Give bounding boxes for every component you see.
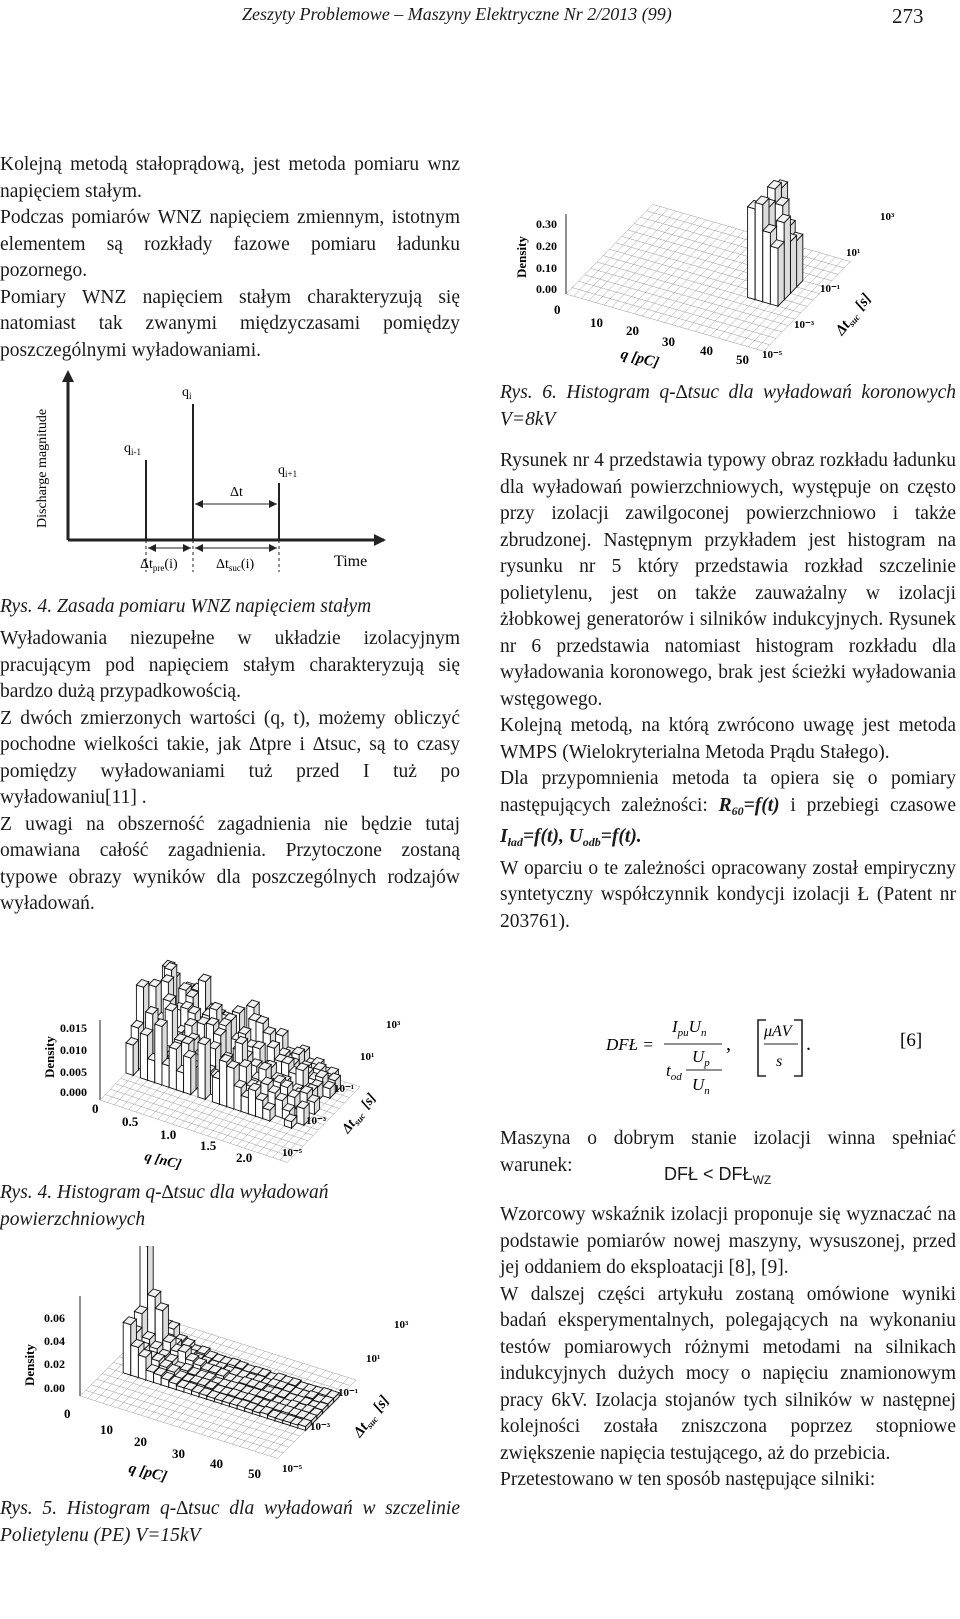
dt-tick: 10⁻⁵: [282, 1463, 303, 1475]
x-tick: 50: [736, 352, 749, 367]
x-tick: 20: [134, 1434, 147, 1449]
formula-period: .: [806, 1033, 811, 1055]
paragraph: W dalszej części artykułu zostaną omówione wyniki badań eksperymentalnych, polegających na wykonaniu testów pomiarowych różnymi metodami na silnikach indukcyjnych dużych mocy o napięciu znamionowym pracy 6kV. Izolacja stojanów tych silników w następnej kolejności została zniszczona poprzez stopniowe zwiększenie napięcia testującego, aż do przebicia.: [500, 1283, 956, 1464]
formula-un: $U_n$: [692, 1075, 710, 1096]
dt-axis-label: $\Delta t_{suc}[s]$: [832, 290, 875, 339]
dt-tick: 10⁻³: [310, 1421, 331, 1433]
x-tick: 0: [554, 302, 561, 317]
paragraph: Pomiary WNZ napięciem stałym charakteryzują się natomiast tak zwanymi międzyczasami pomiędzy poszczególnymi wyładowaniami.: [0, 286, 460, 361]
paragraph: Wyładowania niezupełne w układzie izolacyjnym pracującym pod napięciem stałym charakteryzują się bardzo dużą przypadkowością.: [0, 628, 460, 702]
formula-mu: μΑV: [764, 1023, 792, 1040]
formula-tod: $t_{od}$: [666, 1061, 682, 1083]
y-tick: 0.02: [44, 1357, 65, 1371]
y-tick: 0.005: [60, 1065, 87, 1079]
x-tick: 2.0: [236, 1150, 253, 1165]
paragraph: Kolejną metodą, na którą zwrócono uwagę jest metoda WMPS (Wielokryterialna Metoda Prądu Stałego).: [500, 715, 956, 763]
formula-lhs: DFŁ =: [606, 1035, 654, 1054]
dt-tick: 10⁻¹: [338, 1387, 359, 1399]
dt-tick: 10³: [880, 211, 895, 223]
y-tick: 0.015: [60, 1021, 87, 1035]
y-tick: 0.10: [536, 261, 557, 275]
right-body-text: [500, 448, 956, 935]
dt-tick: 10¹: [366, 1353, 381, 1365]
fig4-label-dt-pre: $\Delta t_{pre}(i)$: [140, 557, 178, 573]
right-body-text-2: [500, 1202, 956, 1494]
histogram-pe-gap: [10, 1246, 430, 1486]
dt-axis-label: $\Delta t_{suc}[s]$: [350, 1392, 393, 1441]
formula-comma: ,: [726, 1033, 731, 1055]
y-tick: 0.010: [60, 1043, 87, 1057]
journal-title: Zeszyty Problemowe – Maszyny Elektryczne Nr 2/2013 (99): [242, 4, 672, 24]
y-tick: 0.00: [44, 1381, 65, 1395]
page-number: 273: [892, 4, 924, 28]
paragraph: Wzorcowy wskaźnik izolacji proponuje się wyznaczać na podstawie pomiarów nowej maszyny, wysuszonej, przed jej oddaniem do eksploatacji [8], [9].: [500, 1204, 956, 1278]
dt-tick: 10⁻³: [794, 319, 815, 331]
x-axis-label: q [pC]: [127, 1460, 169, 1486]
fig4-xlabel: Time: [334, 553, 368, 570]
paragraph: Podczas pomiarów WNZ napięciem zmiennym, istotnym elementem są rozkłady fazowe pomiaru ładunku pozornego.: [0, 207, 460, 281]
fig4-ylabel: Discharge magnitude: [35, 408, 50, 528]
paragraph: Kolejną metodą stałoprądową, jest metoda pomiaru wnz napięciem stałym.: [0, 154, 460, 202]
x-tick: 10: [100, 1422, 113, 1437]
caption-fig5: Rys. 5. Histogram q-∆tsuc dla wyładowań w szczelinie Polietylenu (PE) V=15kV: [0, 1498, 460, 1546]
dt-tick: 10⁻⁵: [282, 1147, 303, 1159]
y-tick: 0.00: [536, 282, 557, 296]
x-axis-label: q [pC]: [619, 346, 661, 372]
dt-tick: 10⁻⁵: [762, 349, 783, 361]
y-tick: 0.20: [536, 239, 557, 253]
x-tick: 10: [590, 315, 603, 330]
left-intro-text: [0, 152, 460, 364]
density-label: Density: [22, 1344, 37, 1386]
fig4-label-qi: $q_i$: [182, 385, 192, 401]
paragraph: Z uwagi na obszerność zagadnienia nie będzie tutaj omawiana całość zagadnienia. Przytoczone zostaną typowe obrazy wyników dla poszczególnych rodzajów wyładowań.: [0, 813, 460, 914]
x-tick: 20: [626, 323, 639, 338]
density-label: Density: [514, 236, 529, 278]
y-tick: 0.06: [44, 1311, 65, 1325]
x-tick: 0: [64, 1406, 71, 1421]
x-tick: 1.5: [200, 1138, 217, 1153]
x-tick: 40: [210, 1456, 223, 1471]
dt-tick: 10¹: [360, 1051, 375, 1063]
dt-tick: 10³: [394, 1319, 409, 1331]
x-tick: 0.5: [122, 1114, 139, 1129]
histogram-surface-discharges: [30, 928, 440, 1173]
fig4-label-qi-1: $q_{i-1}$: [124, 441, 141, 457]
caption-fig6: Rys. 6. Histogram q-∆tsuc dla wyładowań koronowych V=8kV: [500, 382, 956, 430]
fig4-schematic: [28, 368, 388, 588]
dt-tick: 10¹: [846, 247, 861, 259]
y-tick: 0.000: [60, 1085, 87, 1099]
paragraph: W oparciu o te zależności opracowany został empiryczny syntetyczny współczynnik kondycji izolacji Ł (Patent nr 203761).: [500, 857, 956, 932]
paragraph: Dla przypomnienia metoda ta opiera się o pomiary następujących zależności: $R_{60}=f(t)$ i przebiegi czasowe $I_{ład}=f(t)$, $U_{odb}=f(t)$.: [500, 768, 956, 849]
x-tick: 1.0: [160, 1127, 177, 1142]
x-tick: 0: [92, 1101, 99, 1116]
page-header: [0, 2, 960, 32]
dt-tick: 10³: [386, 1019, 401, 1031]
condition-formula: DFŁ < $DFŁ_{WZ}$: [664, 1164, 772, 1187]
dt-tick: 10⁻¹: [820, 283, 841, 295]
density-label: Density: [42, 1036, 57, 1078]
condition-text: Maszyna o dobrym stanie izolacji winna spełniać warunek:: [500, 1128, 956, 1176]
x-tick: 30: [172, 1446, 185, 1461]
x-tick: 30: [662, 334, 675, 349]
x-tick: 50: [248, 1466, 261, 1481]
left-body-text: [0, 626, 460, 918]
dt-tick: 10⁻³: [306, 1115, 327, 1127]
y-tick: 0.30: [536, 217, 557, 231]
dt-axis-label: $\Delta t_{suc}[s]$: [339, 1091, 380, 1137]
equation-number: [6]: [900, 1030, 923, 1051]
fig4-label-dt-suc: $\Delta t_{suc}(i)$: [216, 557, 255, 573]
paragraph: Rysunek nr 4 przedstawia typowy obraz rozkładu ładunku dla wyładowań powierzchniowych, występuje on często przy izolacji zawilgoconej powierzchniowo i także zbrudzonej. Następnym przykładem jest histogram na rysunku nr 5 który przedstawia rozkład szczelinie polietylenu, jest on także zauważalny w izolacji żłobkowej generatorów i silników indukcyjnych. Rysunek nr 6 przedstawia natomiast histogram rozkładu dla wyładowania koronowego, brak jest ścieżki wyładowania wstęgowego.: [500, 450, 956, 710]
formula-up: $U_p$: [692, 1047, 710, 1069]
x-tick: 40: [700, 343, 713, 358]
caption-fig4: Rys. 4. Zasada pomiaru WNZ napięciem stałym: [0, 596, 372, 617]
paragraph: Z dwóch zmierzonych wartości (q, t), możemy obliczyć pochodne wielkości takie, jak ∆tpre i ∆tsuc, są to czasy pomiędzy wyładowaniami tuż przed I tuż po wyładowaniu[11] .: [0, 707, 460, 808]
histogram-corona: [496, 152, 916, 372]
caption-fig4-histogram: Rys. 4. Histogram q-∆tsuc dla wyładowań powierzchniowych: [0, 1182, 329, 1230]
dt-tick: 10⁻¹: [334, 1083, 355, 1095]
formula-numerator: $I_{pu}U_n$: [672, 1017, 707, 1039]
fig4-label-dt: Δt: [230, 485, 243, 500]
fig4-label-qi+1: $q_{i+1}$: [278, 463, 298, 479]
x-axis-label: q [nC]: [143, 1149, 183, 1173]
y-tick: 0.04: [44, 1334, 65, 1348]
formula-s: s: [776, 1053, 783, 1070]
dfl-formula: [600, 1012, 956, 1096]
paragraph: Przetestowano w ten sposób następujące silniki:: [500, 1469, 876, 1490]
